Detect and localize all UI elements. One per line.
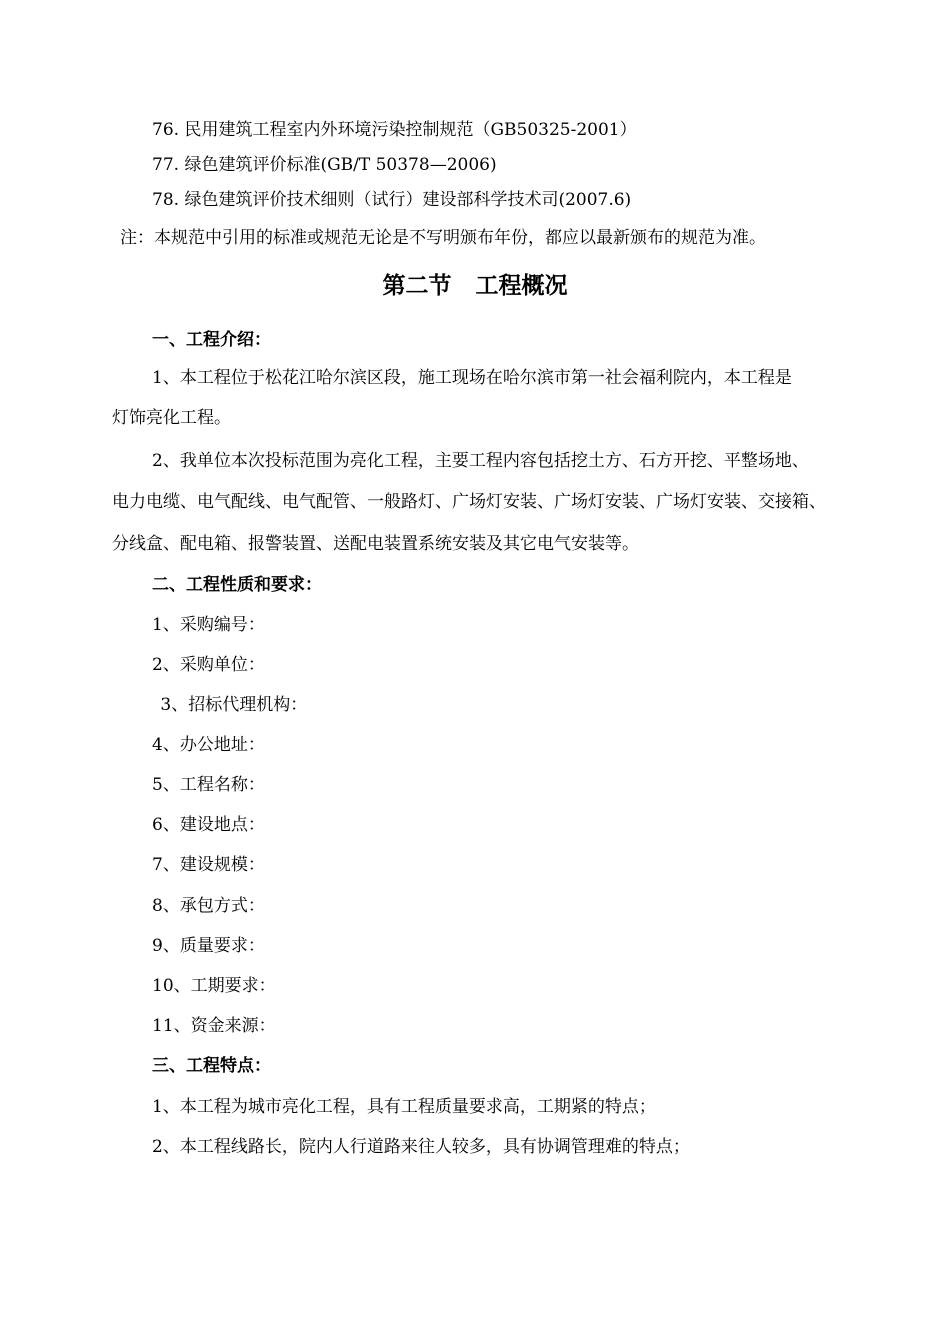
nature-item: 3、招标代理机构： [155,695,308,715]
intro-paragraph-2-line-3: 分线盒、配电箱、报警装置、送配电装置系统安装及其它电气安装等。 [112,534,639,554]
reference-item-76: 76. 民用建筑工程室内外环境污染控制规范（GB50325-2001） [152,120,637,140]
nature-item: 4、办公地址： [152,735,265,755]
features-item: 1、本工程为城市亮化工程，具有工程质量要求高，工期紧的特点； [152,1097,656,1117]
reference-item-78: 78. 绿色建筑评价技术细则（试行）建设部科学技术司(2007.6) [152,190,632,210]
nature-item: 11、资金来源： [152,1016,276,1036]
reference-note: 注：本规范中引用的标准或规范无论是不写明颁布年份，都应以最新颁布的规范为准。 [120,228,766,248]
intro-paragraph-2-line-1: 2、我单位本次投标范围为亮化工程，主要工程内容包括挖土方、石方开挖、平整场地、 [152,451,809,471]
intro-paragraph-1-line-2: 灯饰亮化工程。 [112,408,231,428]
nature-item: 8、承包方式： [152,896,265,916]
nature-heading: 二、工程性质和要求： [152,575,322,595]
nature-item: 9、质量要求： [152,936,265,956]
nature-item: 5、工程名称： [152,775,265,795]
nature-item: 1、采购编号： [152,615,265,635]
intro-paragraph-1-line-1: 1、本工程位于松花江哈尔滨区段，施工现场在哈尔滨市第一社会福利院内，本工程是 [152,368,792,388]
section-title: 第二节 工程概况 [382,272,568,299]
nature-item: 2、采购单位： [152,655,265,675]
intro-paragraph-2-line-2: 电力电缆、电气配线、电气配管、一般路灯、广场灯安装、广场灯安装、广场灯安装、交接箱、 [112,492,826,512]
features-heading: 三、工程特点： [152,1056,271,1076]
nature-item: 7、建设规模： [152,855,265,875]
reference-item-77: 77. 绿色建筑评价标准(GB/T 50378—2006) [152,155,497,175]
intro-heading: 一、工程介绍： [152,330,271,350]
nature-item: 6、建设地点： [152,815,265,835]
features-item: 2、本工程线路长，院内人行道路来往人较多，具有协调管理难的特点； [152,1137,690,1157]
nature-item: 10、工期要求： [152,976,276,996]
